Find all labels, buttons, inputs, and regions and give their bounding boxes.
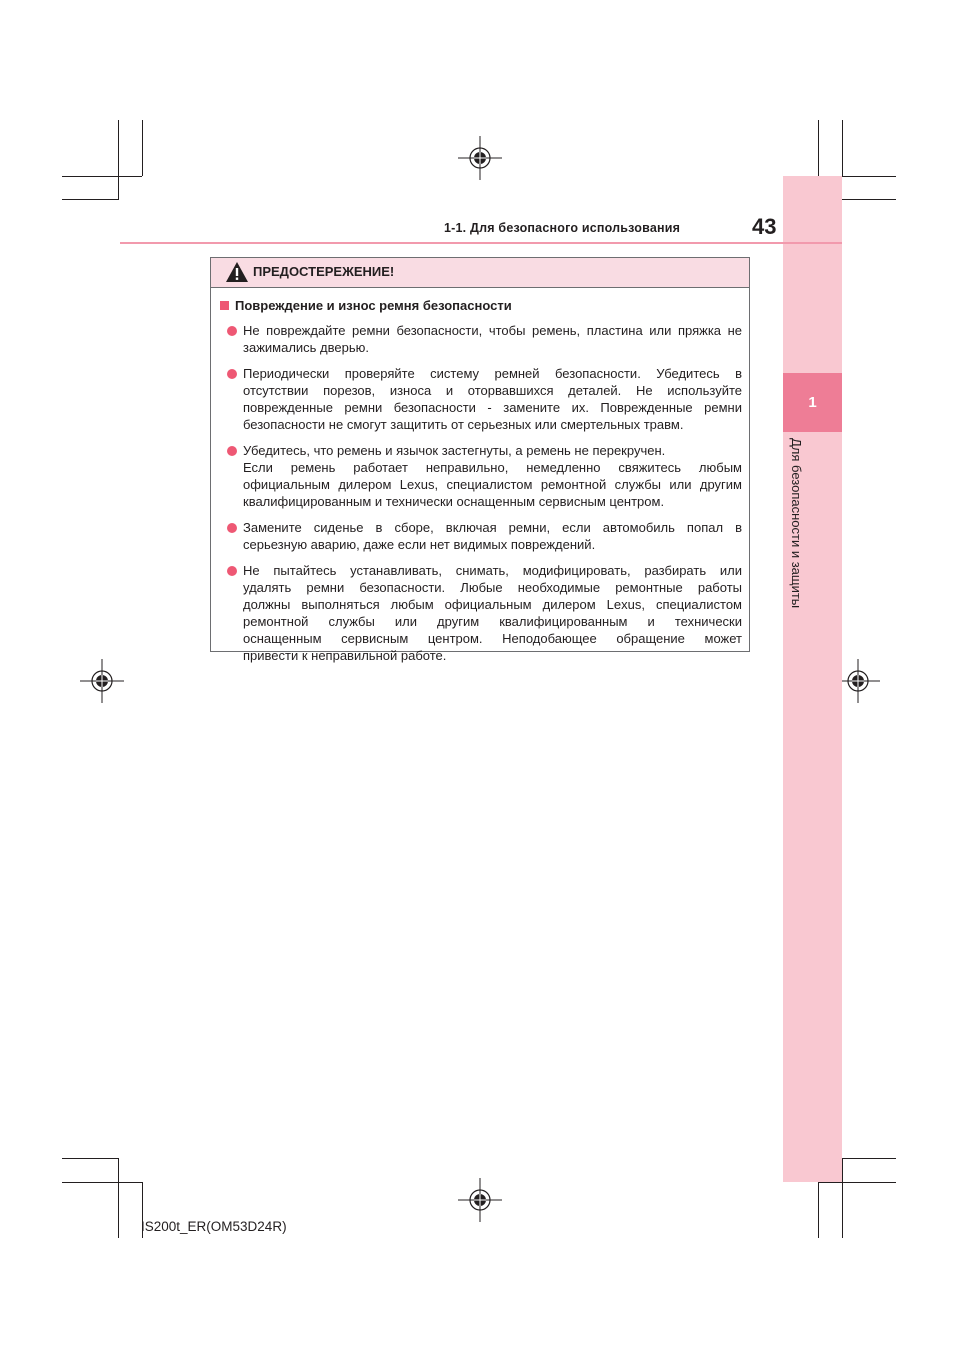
section-header-title: 1-1. Для безопасного использования	[444, 221, 681, 235]
warning-item	[243, 442, 742, 510]
bullet-icon	[227, 566, 237, 576]
warning-item-line: отсутствии порезов, износа и оторвавшихся деталей. Не используйте	[243, 383, 742, 398]
warning-item-line: ремонтной службы или другим квалифицированным и технически	[243, 614, 742, 629]
crop-mark	[62, 176, 142, 177]
crop-mark	[62, 1182, 142, 1183]
warning-item-line: Периодически проверяйте систему ремней безопасности. Убедитесь в	[243, 366, 742, 381]
chapter-title-vertical	[786, 438, 806, 668]
bullet-icon	[227, 523, 237, 533]
chapter-title: Для безопасности и защиты	[789, 438, 804, 609]
warning-item-line: должны выполняться любым официальным дилером Lexus, специалистом	[243, 597, 742, 612]
warning-item-line: официальным дилером Lexus, специалистом ремонтной службы или другим	[243, 477, 742, 492]
chapter-number: 1	[808, 394, 817, 411]
page-number: 43	[752, 214, 777, 239]
crop-mark	[842, 120, 843, 176]
registration-mark-icon	[458, 1178, 502, 1222]
document-code: IS200t_ER(OM53D24R)	[141, 1219, 287, 1234]
warning-item	[243, 562, 742, 664]
warning-item-line: Замените сиденье в сборе, включая ремни, если автомобиль попал в	[243, 520, 742, 535]
warning-item	[243, 519, 742, 553]
warning-section-title: Повреждение и износ ремня безопасности	[235, 298, 512, 313]
warning-triangle-icon	[225, 261, 249, 283]
crop-mark	[118, 1158, 119, 1238]
crop-mark	[818, 1182, 819, 1238]
crop-mark	[842, 176, 896, 177]
warning-label: ПРЕДОСТЕРЕЖЕНИЕ!	[253, 264, 395, 279]
crop-mark	[62, 199, 118, 200]
warning-item-line: безопасности не смогут защитить от серьезных или смертельных травм.	[243, 417, 684, 432]
warning-item-line: Не пытайтесь устанавливать, снимать, модифицировать, разбирать или	[243, 563, 742, 578]
warning-item	[243, 322, 742, 356]
crop-mark	[142, 120, 143, 176]
header-divider	[120, 242, 842, 244]
bullet-icon	[227, 369, 237, 379]
warning-item-line: поврежденные ремни безопасности - замените их. Поврежденные ремни	[243, 400, 742, 415]
crop-mark	[842, 1158, 843, 1238]
warning-item-line: привести к неправильной работе.	[243, 648, 447, 663]
crop-mark	[818, 1182, 896, 1183]
warning-item-line: Если ремень работает неправильно, немедленно свяжитесь любым	[243, 460, 742, 475]
warning-item-line: зажимались дверью.	[243, 340, 369, 355]
bullet-icon	[227, 326, 237, 336]
bullet-icon	[227, 446, 237, 456]
warning-item-line: Не повреждайте ремни безопасности, чтобы ремень, пластина или пряжка не	[243, 323, 742, 338]
warning-item-line: удалять ремни безопасности. Любые необходимые ремонтные работы	[243, 580, 742, 595]
chapter-side-tab	[783, 176, 842, 1182]
crop-mark	[62, 1158, 118, 1159]
warning-item	[243, 365, 742, 433]
chapter-number-badge	[783, 373, 842, 432]
registration-mark-icon	[80, 659, 124, 703]
warning-item-line: Убедитесь, что ремень и язычок застегнуты, а ремень не перекручен.	[243, 443, 666, 458]
warning-item-line: квалифицированным и технически оснащенным сервисным центром.	[243, 494, 665, 509]
warning-item-line: серьезную аварию, даже если нет видимых повреждений.	[243, 537, 596, 552]
crop-mark	[118, 120, 119, 200]
crop-mark	[842, 1158, 896, 1159]
registration-mark-icon	[836, 659, 880, 703]
section-square-icon	[220, 301, 229, 310]
warning-item-line: оснащенным сервисным центром. Неподобающее обращение может	[243, 631, 742, 646]
registration-mark-icon	[458, 136, 502, 180]
